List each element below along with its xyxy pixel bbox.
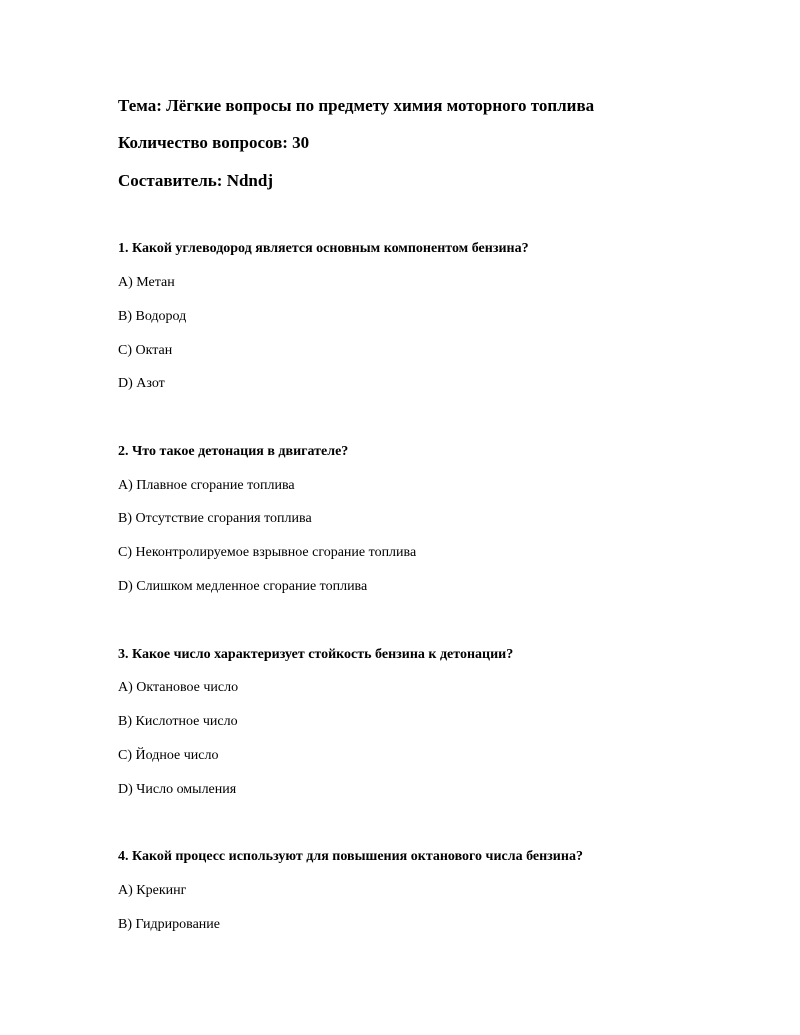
question-1: 1. Какой углеводород является основным компонентом бензина? [118,241,529,256]
question-3-option-c: C) Йодное число [118,748,219,763]
question-3-option-b: B) Кислотное число [118,714,238,729]
question-1-option-a: A) Метан [118,275,175,290]
question-2: 2. Что такое детонация в двигателе? [118,444,349,459]
question-4: 4. Какой процесс используют для повышения октанового числа бензина? [118,849,583,864]
author-heading: Составитель: Ndndj [118,171,273,190]
question-4-option-a: A) Крекинг [118,883,187,898]
question-2-option-b: B) Отсутствие сгорания топлива [118,511,312,526]
topic-heading: Тема: Лёгкие вопросы по предмету химия моторного топлива [118,96,595,115]
question-2-option-a: A) Плавное сгорание топлива [118,478,295,493]
question-3: 3. Какое число характеризует стойкость бензина к детонации? [118,647,514,662]
question-4-option-b: B) Гидрирование [118,917,221,932]
question-3-option-d: D) Число омыления [118,782,237,797]
question-2-option-d: D) Слишком медленное сгорание топлива [118,579,368,594]
question-2-option-c: C) Неконтролируемое взрывное сгорание топлива [118,545,417,560]
question-count-heading: Количество вопросов: 30 [118,133,310,152]
question-1-option-d: D) Азот [118,376,165,391]
question-1-option-c: C) Октан [118,343,173,358]
question-1-option-b: B) Водород [118,309,187,324]
question-3-option-a: A) Октановое число [118,680,239,695]
